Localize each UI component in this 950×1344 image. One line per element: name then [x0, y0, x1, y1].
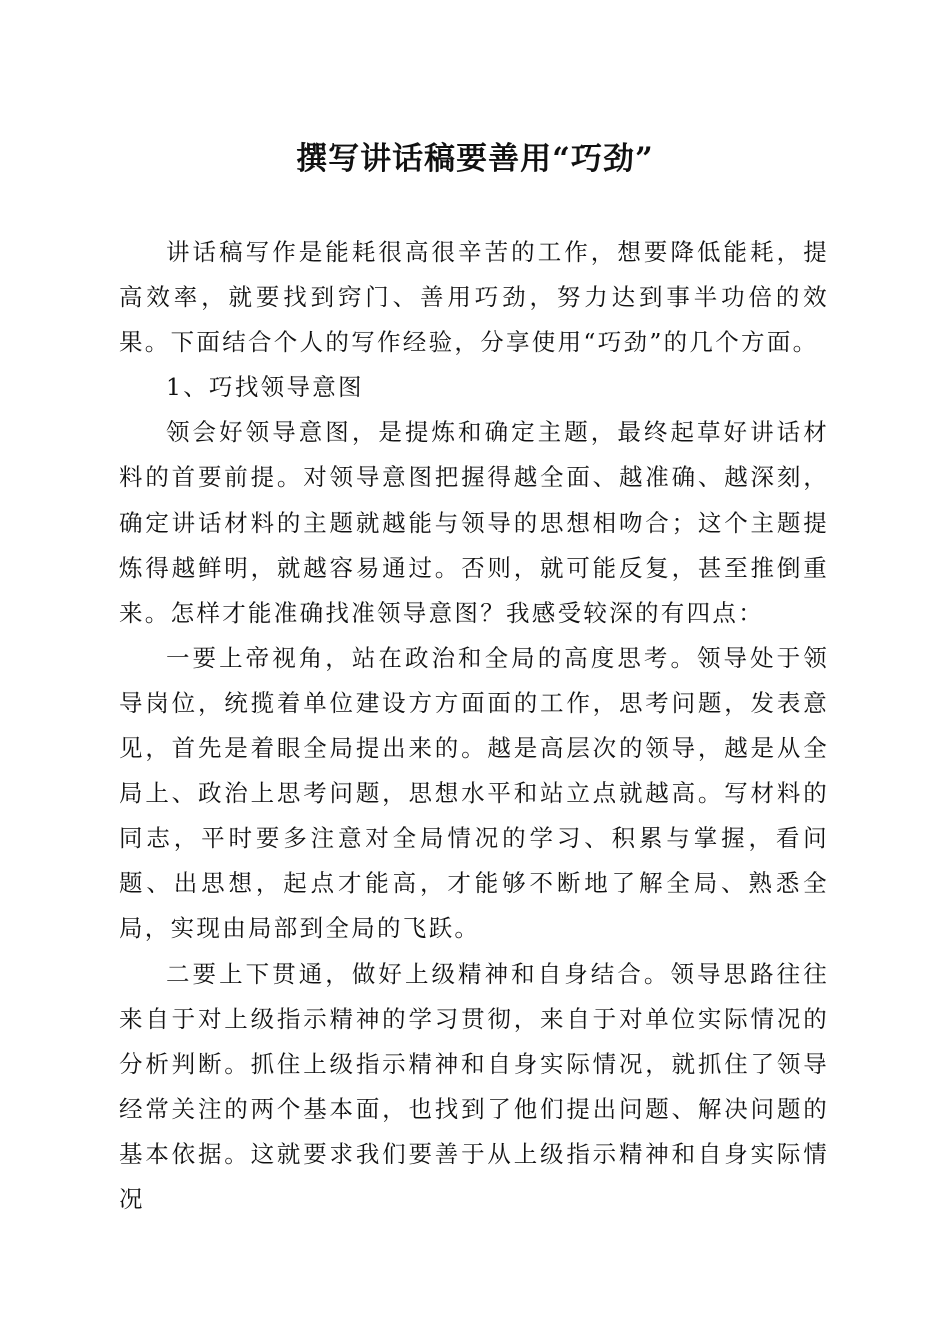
paragraph-intro: 讲话稿写作是能耗很高很辛苦的工作，想要降低能耗，提高效率，就要找到窍门、善用巧劲，努力达到事半功倍的效果。下面结合个人的写作经验，分享使用“巧劲”的几个方面。 [119, 238, 829, 357]
document-title: 撰写讲话稿要善用“巧劲” [296, 141, 654, 177]
paragraph: 一要上帝视角，站在政治和全局的高度思考。领导处于领导岗位，统揽着单位建设方方面面的工作，思考问题，发表意见，首先是着眼全局提出来的。越是高层次的领导，越是从全局上、政治上思考问题，思想水平和站立点就越高。写材料的同志，平时要多注意对全局情况的学习、积累与掌握，看问题、出思想，起点才能高，才能够不断地了解全局、熟悉全局，实现由局部到全局的飞跃。 [119, 643, 829, 943]
section-heading: 1、巧找领导意图 [166, 373, 364, 402]
paragraph: 二要上下贯通，做好上级精神和自身结合。领导思路往往来自于对上级指示精神的学习贯彻，来自于对单位实际情况的分析判断。抓住上级指示精神和自身实际情况，就抓住了领导经常关注的两个基本面，也找到了他们提出问题、解决问题的基本依据。这就要求我们要善于从上级指示精神和自身实际情况 [119, 959, 829, 1213]
paragraph: 领会好领导意图，是提炼和确定主题，最终起草好讲话材料的首要前提。对领导意图把握得越全面、越准确、越深刻，确定讲话材料的主题就越能与领导的思想相吻合；这个主题提炼得越鲜明，就越容易通过。否则，就可能反复，甚至推倒重来。怎样才能准确找准领导意图？我感受较深的有四点： [119, 418, 829, 627]
document-body [119, 230, 829, 1222]
